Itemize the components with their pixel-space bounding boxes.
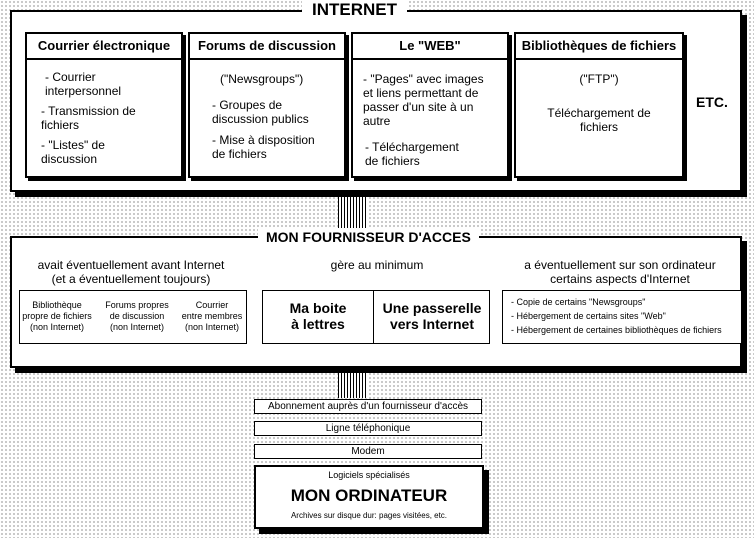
provider-panel [10,236,742,368]
modem-layer: Modem [254,444,482,459]
hosted-web: - Hébergement de certains sites "Web" [511,311,666,321]
provider-hosted-services [502,290,742,344]
provider-right-caption: a éventuellement sur son ordinateur certains aspects d'Internet [524,258,716,286]
hosted-newsgroups: - Copie de certains "Newsgroups" [511,297,646,307]
computer-title: MON ORDINATEUR [290,486,448,505]
column-email [25,32,183,178]
column-forums [188,32,346,178]
legacy-mail: Courrier entre membres (non Internet) [181,300,243,332]
computer-box [254,465,484,529]
email-item-2: - Transmission de fichiers [41,104,136,132]
forums-item-1: ("Newsgroups") [220,72,304,86]
email-item-1: - Courrier interpersonnel [45,70,122,98]
column-forums-title: Forums de discussion [190,34,344,60]
provider-legacy-services [19,290,247,344]
internet-title: INTERNET [302,0,407,20]
forums-item-2: - Groupes de discussion publics [212,98,309,126]
column-ftp [514,32,684,178]
legacy-forums: Forums propres de discussion (non Internet) [105,300,169,332]
connector-provider-computer [338,370,368,398]
archives-label: Archives sur disque dur: pages visitées, etc. [290,511,448,520]
provider-middle-caption: gère au minimum [330,258,424,272]
forums-item-3: - Mise à disposition de fichiers [212,133,315,161]
legacy-files: Bibliothèque propre de fichiers (non Internet) [22,300,92,332]
column-web [351,32,509,178]
gateway: Une passerelle vers Internet [382,300,482,332]
web-item-1: - "Pages" avec images et liens permettant de passer d'un site à un autre [363,72,484,128]
column-web-title: Le "WEB" [353,34,507,60]
web-item-2: - Téléchargement de fichiers [365,140,459,168]
software-label: Logiciels spécialisés [328,470,410,480]
provider-title: MON FOURNISSEUR D'ACCES [258,228,479,246]
email-item-3: - "Listes" de discussion [41,138,105,166]
subscription-layer: Abonnement auprès d'un fournisseur d'accès [254,399,482,414]
phone-line-layer: Ligne téléphonique [254,421,482,436]
column-ftp-title: Bibliothèques de fichiers [516,34,682,60]
provider-left-caption: avait éventuellement avant Internet (et a éventuellement toujours) [37,258,225,286]
mailbox: Ma boite à lettres [289,300,347,332]
column-email-title: Courrier électronique [27,34,181,60]
ftp-item-1: ("FTP") [579,72,619,86]
hosted-ftp: - Hébergement de certaines bibliothèques de fichiers [511,325,722,335]
ftp-item-2: Téléchargement de fichiers [547,106,651,134]
internet-panel [10,10,742,192]
etc-label: ETC. [696,94,728,110]
provider-core-services [262,290,490,344]
